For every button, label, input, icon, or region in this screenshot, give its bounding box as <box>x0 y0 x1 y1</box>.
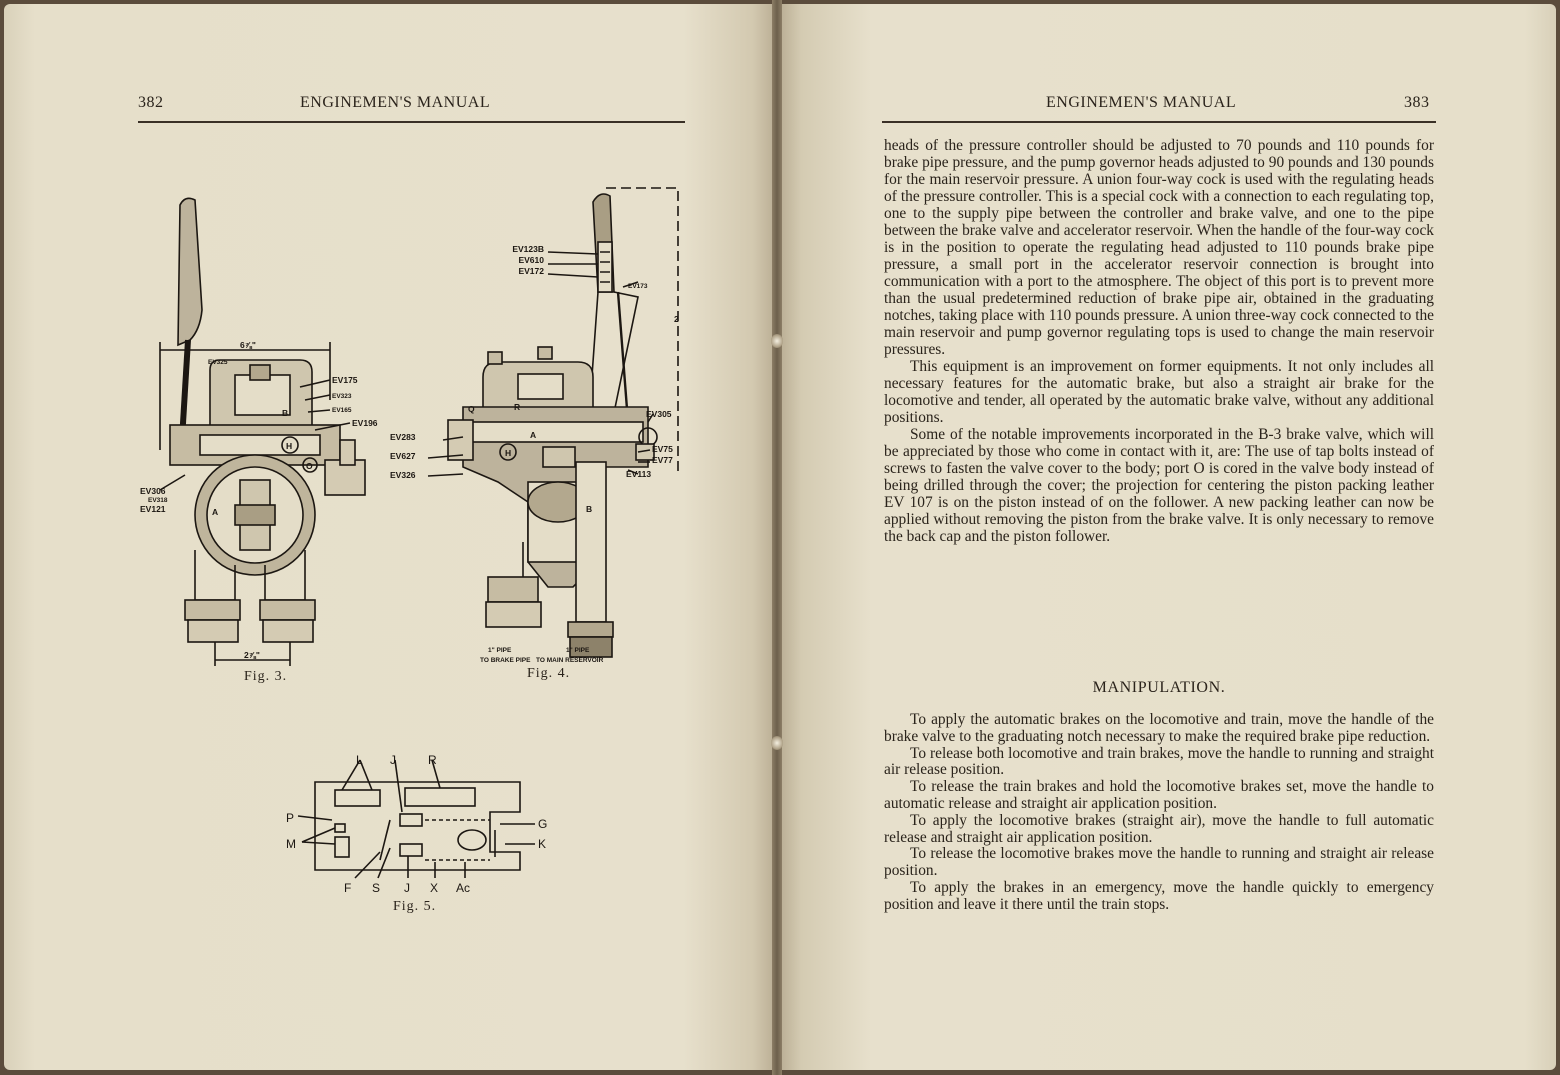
fig3-label-h: H <box>286 441 293 451</box>
fig3-dim-bottom: 2⅞" <box>244 650 260 660</box>
manipulation-paragraph-1: To apply the automatic brakes on the locomotive and train, move the handle of the brake valve to the graduating notch necessary to make the required brake pipe reduction. <box>884 711 1434 745</box>
fig5-label-m: M <box>286 837 296 851</box>
fig5-label-r: R <box>428 753 437 767</box>
paragraph-1: heads of the pressure controller should be adjusted to 70 pounds and 110 pounds for brake pipe pressure, and the pump governor heads adjusted to 90 pounds and 130 pounds for the main reservoir pressure. A union four-way cock is used with the regulating heads of the pressure controller. This is a special cock with a connection to each regulating top, one to the supply pipe between the controller and brake valve, and one to the pipe between the brake valve and accelerator reservoir. When the handle of the four-way cock is in the position to operate the regulating head adjusted to 110 pounds brake pipe pressure, a small port in the accelerator reservoir connection is brought into communication with a port to the atmosphere. The object of this port is to prevent more than the usual predetermined reduction of brake pipe air, obtained in the graduating notches, taking place with 110 pounds pressure. A union three-way cock connected to the main reservoir and pump governor regulating tops is used to change the main reservoir pressures. <box>884 137 1434 358</box>
paragraph-2: This equipment is an improvement on former equipments. It not only includes all necessary features for the automatic brake, but also a straight air brake for the locomotive and tender, all operated by the automatic brake valve, without any additional positions. <box>884 358 1434 426</box>
fig3-label-ev323: EV323 <box>332 393 352 400</box>
fig5-label-p: P <box>286 811 295 825</box>
fig5-label-k: K <box>538 837 547 851</box>
fig4-label-ev123b: EV123B <box>512 244 544 254</box>
fig3-label-ev325: EV325 <box>208 359 228 366</box>
manipulation-paragraph-3: To release the train brakes and hold the locomotive brakes set, move the handle to automatic release and straight air application position. <box>884 778 1434 812</box>
figure-4-caption: Fig. 4. <box>527 666 571 681</box>
right-page-body <box>884 137 1434 545</box>
manipulation-paragraph-4: To apply the locomotive brakes (straight air), move the handle to full automatic release and straight air application position. <box>884 811 1434 846</box>
fig4-label-ev77: EV77 <box>652 455 673 465</box>
right-page-number: 383 <box>1404 94 1430 111</box>
left-running-head: ENGINEMEN'S MANUAL <box>300 94 491 111</box>
fig3-label-b: B <box>282 408 289 418</box>
fig3-label-ev121: EV121 <box>140 504 166 514</box>
fig4-pipe-right: 1" PIPE <box>566 647 590 654</box>
fig4-label-q: Q <box>468 404 475 414</box>
left-page-number: 382 <box>138 94 164 111</box>
fig3-label-ev165: EV165 <box>332 407 352 414</box>
paragraph-3: Some of the notable improvements incorporated in the B-3 brake valve, which will be appreciated by those who come in contact with it, are: The use of tap bolts instead of screws to fasten the valve cover to the body; port O is cored in the valve body instead of being drilled through the cover; the projection for centering the piston packing leather EV 107 is on the piston instead of on the follower. A new packing leather can now be applied without removing the piston from the brake valve. It is only necessary to remove the back cap and the piston follower. <box>884 426 1434 545</box>
figure-3-caption: Fig. 3. <box>244 669 288 684</box>
manipulation-paragraph-2: To release both locomotive and train brakes, move the handle to running and straight air release position. <box>884 744 1434 779</box>
fig4-label-ev283: EV283 <box>390 432 416 442</box>
fig5-label-j-top: J <box>390 753 396 767</box>
manipulation-paragraph-6: To apply the brakes in an emergency, move the handle quickly to emergency position and leave it there until the train stops. <box>884 878 1434 913</box>
fig4-dim-side: 2 <box>674 314 679 324</box>
figure-5-caption: Fig. 5. <box>393 899 437 914</box>
left-header-rule <box>138 121 685 123</box>
fig4-pipe-left: 1" PIPE <box>488 647 512 654</box>
fig4-label-r: R <box>514 402 521 412</box>
fig4-label-ev326: EV326 <box>390 470 416 480</box>
fig4-label-ev75: EV75 <box>652 444 673 454</box>
binding-stitch <box>771 334 783 348</box>
fig4-label-b: B <box>586 504 593 514</box>
fig5-label-l: L <box>356 753 363 767</box>
fig3-label-o: O <box>306 461 313 471</box>
fig5-label-f: F <box>344 881 352 895</box>
fig4-label-ev627: EV627 <box>390 451 416 461</box>
fig4-pipe-left-sub: TO BRAKE PIPE <box>480 657 531 664</box>
fig3-label-ev318: EV318 <box>148 497 168 504</box>
fig5-label-ac: Ac <box>456 881 471 895</box>
section-title-manipulation: MANIPULATION. <box>1092 679 1226 696</box>
fig5-label-g: G <box>538 817 548 831</box>
fig4-pipe-right-sub: TO MAIN RESERVOIR <box>536 657 604 664</box>
fig3-label-a: A <box>212 507 219 517</box>
fig3-label-ev196: EV196 <box>352 418 378 428</box>
fig4-label-ev173: EV173 <box>628 283 648 290</box>
fig4-label-h: H <box>505 448 512 458</box>
fig5-label-j-bottom: J <box>404 881 410 895</box>
fig5-label-s: S <box>372 881 381 895</box>
manipulation-paragraph-5: To release the locomotive brakes move the handle to running and straight air release position. <box>884 845 1434 880</box>
figure-3-diagram <box>140 190 380 670</box>
book-gutter <box>772 0 782 1075</box>
fig4-label-ev113: EV113 <box>626 469 652 479</box>
fig4-label-a: A <box>530 430 537 440</box>
binding-stitch <box>771 736 783 750</box>
fig3-label-ev306: EV306 <box>140 486 166 496</box>
fig3-label-ev175: EV175 <box>332 375 358 385</box>
fig4-label-ev305: EV305 <box>646 409 672 419</box>
right-header-rule <box>882 121 1436 123</box>
fig4-label-ev610: EV610 <box>518 255 544 265</box>
manipulation-section <box>884 712 1434 914</box>
fig3-dim-top: 6⅞" <box>240 340 256 350</box>
right-running-head: ENGINEMEN'S MANUAL <box>1046 94 1237 111</box>
fig5-label-x: X <box>430 881 439 895</box>
figure-4-diagram <box>388 182 688 672</box>
fig4-label-ev172: EV172 <box>518 266 544 276</box>
figure-5-diagram <box>280 752 560 902</box>
